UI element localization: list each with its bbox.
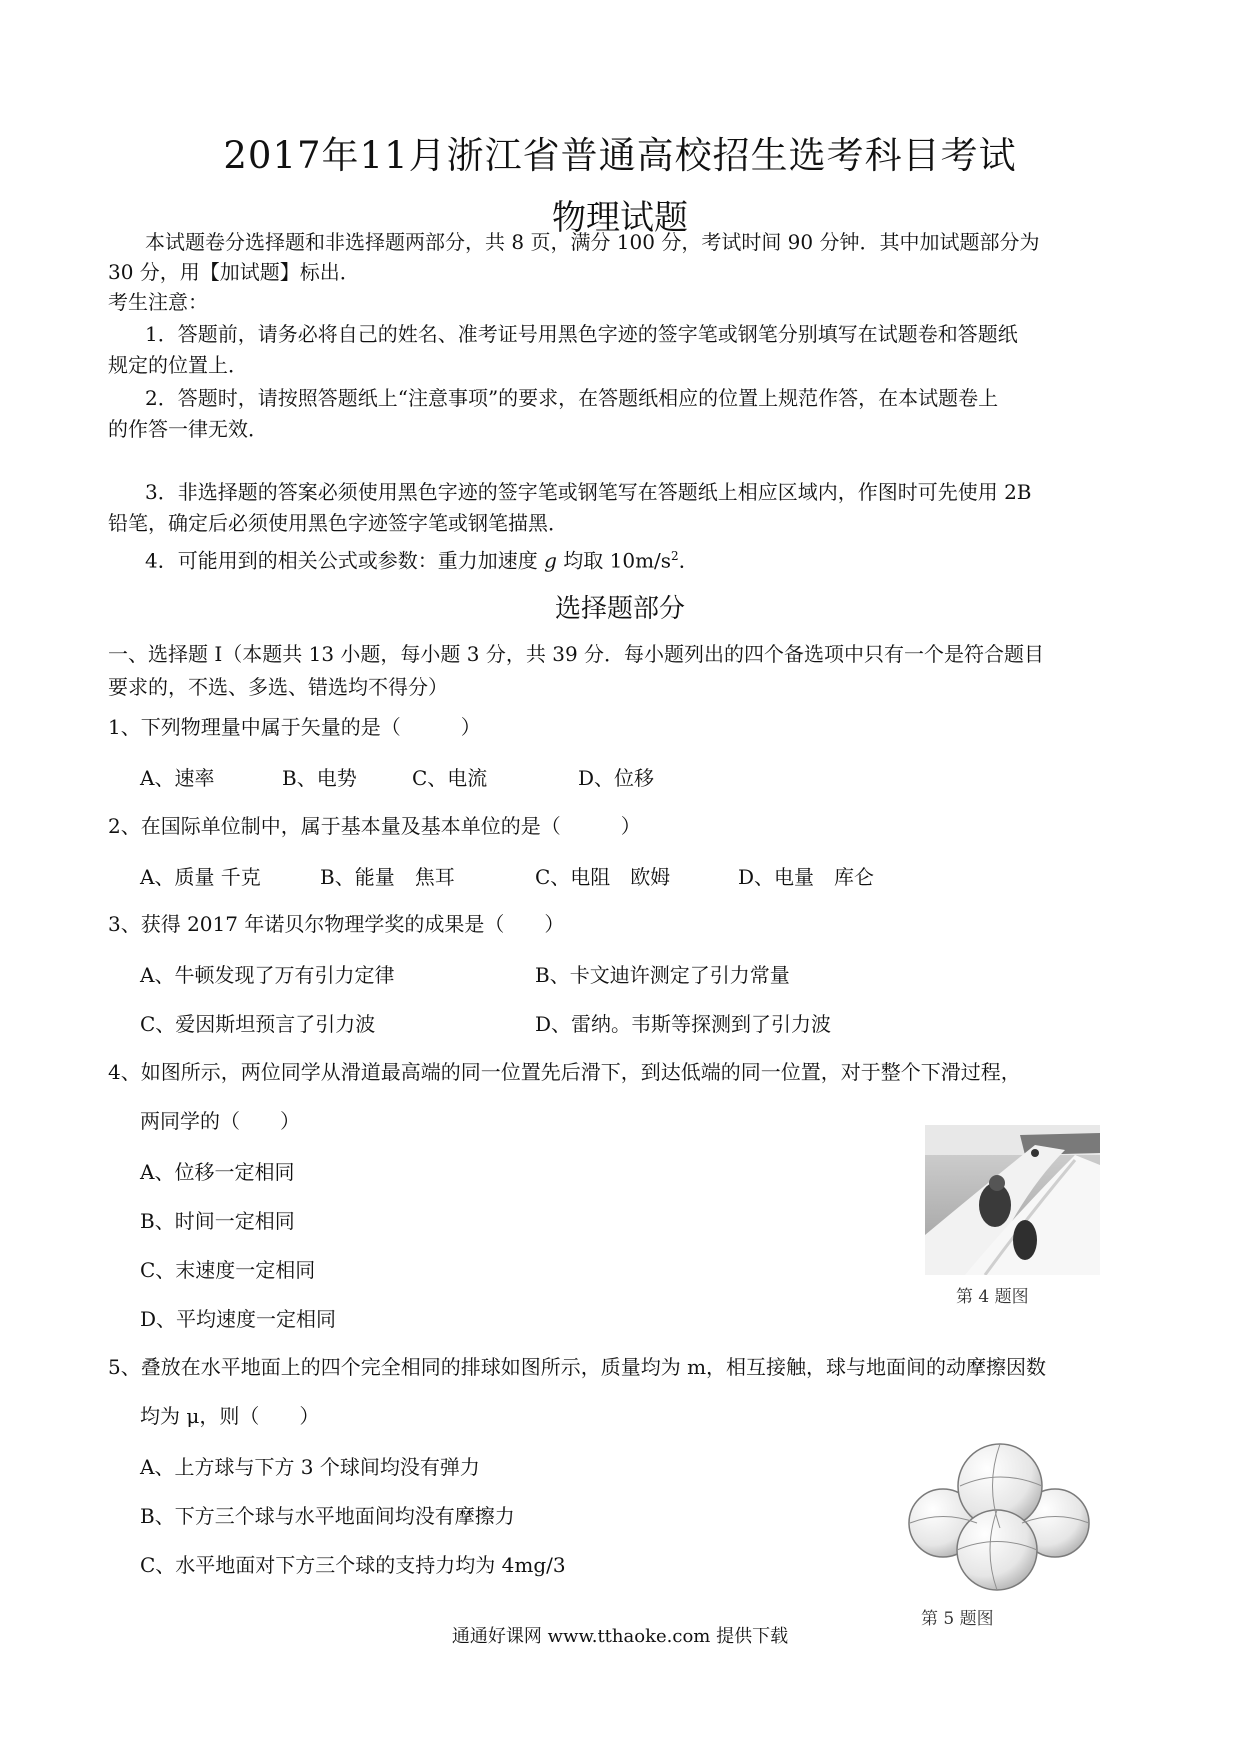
question-4-option-b: B、时间一定相同 — [140, 1209, 295, 1233]
note-1-line-2: 规定的位置上． — [108, 353, 248, 377]
question-4-figure-caption: 第 4 题图 — [956, 1287, 1029, 1307]
question-1-option-c: C、电流 — [412, 766, 488, 790]
question-4-option-d: D、平均速度一定相同 — [140, 1307, 337, 1331]
question-5-option-b: B、下方三个球与水平地面间均没有摩擦力 — [140, 1504, 515, 1528]
question-1-stem: 1、下列物理量中属于矢量的是（ ） — [108, 715, 481, 739]
note-4 — [145, 542, 699, 575]
question-5-option-c: C、水平地面对下方三个球的支持力均为 4mg/3 — [140, 1553, 566, 1577]
exam-title: 2017年11月浙江省普通高校招生选考科目考试 — [223, 134, 1017, 177]
stacked-balls-icon — [905, 1438, 1095, 1598]
question-3-option-d: D、雷纳。韦斯等探测到了引力波 — [535, 1012, 832, 1036]
question-3-stem: 3、获得 2017 年诺贝尔物理学奖的成果是（ ） — [108, 912, 565, 936]
question-5-figure — [905, 1438, 1095, 1598]
note-4-symbol-g: g — [544, 548, 557, 573]
section-title: 选择题部分 — [554, 594, 685, 624]
intro-line-1: 本试题卷分选择题和非选择题两部分，共 8 页，满分 100 分，考试时间 90 分钟．其中加试题部分为 — [145, 230, 1040, 254]
question-4-stem-line-2: 两同学的（ ） — [140, 1109, 300, 1133]
note-3-line-2: 铅笔，确定后必须使用黑色字迹签字笔或钢笔描黑． — [108, 511, 568, 535]
question-2-stem: 2、在国际单位制中，属于基本量及基本单位的是（ ） — [108, 814, 641, 838]
slide-photo-icon — [925, 1125, 1100, 1275]
note-2-line-2: 的作答一律无效． — [108, 417, 268, 441]
intro-line-2: 30 分，用【加试题】标出． — [108, 260, 360, 284]
question-2-option-a: A、质量 千克 — [140, 865, 261, 889]
question-4-option-a: A、位移一定相同 — [140, 1160, 295, 1184]
question-1-option-d: D、位移 — [578, 766, 655, 790]
question-2-option-c: C、电阻 欧姆 — [535, 865, 671, 889]
note-4-exponent: 2 — [671, 549, 679, 563]
question-1-option-b: B、电势 — [282, 766, 357, 790]
question-3-option-a: A、牛顿发现了万有引力定律 — [140, 963, 395, 987]
note-3-line-1: 3．非选择题的答案必须使用黑色字迹的签字笔或钢笔写在答题纸上相应区域内，作图时可先使用 2B — [145, 480, 1032, 504]
question-3-option-c: C、爱因斯坦预言了引力波 — [140, 1012, 376, 1036]
part1-line-1: 一、选择题 I（本题共 13 小题，每小题 3 分，共 39 分．每小题列出的四个备选项中只有一个是符合题目 — [108, 642, 1045, 666]
note-1-line-1: 1．答题前，请务必将自己的姓名、准考证号用黑色字迹的签字笔或钢笔分别填写在试题卷和答题纸 — [145, 322, 1018, 346]
part1-line-2: 要求的，不选、多选、错选均不得分） — [108, 675, 448, 699]
question-5-figure-caption: 第 5 题图 — [921, 1609, 994, 1629]
question-5-stem-line-2: 均为 μ，则（ ） — [140, 1404, 320, 1428]
exam-subtitle: 物理试题 — [552, 198, 688, 238]
page-footer: 通通好课网 www.tthaoke.com 提供下载 — [451, 1626, 789, 1647]
question-5-stem-line-1: 5、叠放在水平地面上的四个完全相同的排球如图所示，质量均为 m，相互接触，球与地面间的动摩擦因数 — [108, 1355, 1047, 1379]
question-4-figure — [925, 1125, 1100, 1275]
note-4-end: ． — [678, 548, 699, 573]
note-4-text: 4．可能用到的相关公式或参数：重力加速度 — [145, 548, 545, 573]
question-3-option-b: B、卡文迪许测定了引力常量 — [535, 963, 790, 987]
question-5-option-a: A、上方球与下方 3 个球间均没有弹力 — [140, 1455, 480, 1479]
notice-heading: 考生注意： — [108, 290, 208, 314]
question-4-option-c: C、末速度一定相同 — [140, 1258, 316, 1282]
question-2-option-d: D、电量 库仑 — [738, 865, 875, 889]
question-4-stem-line-1: 4、如图所示，两位同学从滑道最高端的同一位置先后滑下，到达低端的同一位置，对于整个下滑过程， — [108, 1060, 1021, 1084]
note-4-unit: 均取 10m/s — [556, 548, 672, 573]
question-1-option-a: A、速率 — [140, 766, 215, 790]
question-2-option-b: B、能量 焦耳 — [320, 865, 455, 889]
note-2-line-1: 2．答题时，请按照答题纸上“注意事项”的要求，在答题纸相应的位置上规范作答，在本试题卷上 — [145, 386, 999, 410]
